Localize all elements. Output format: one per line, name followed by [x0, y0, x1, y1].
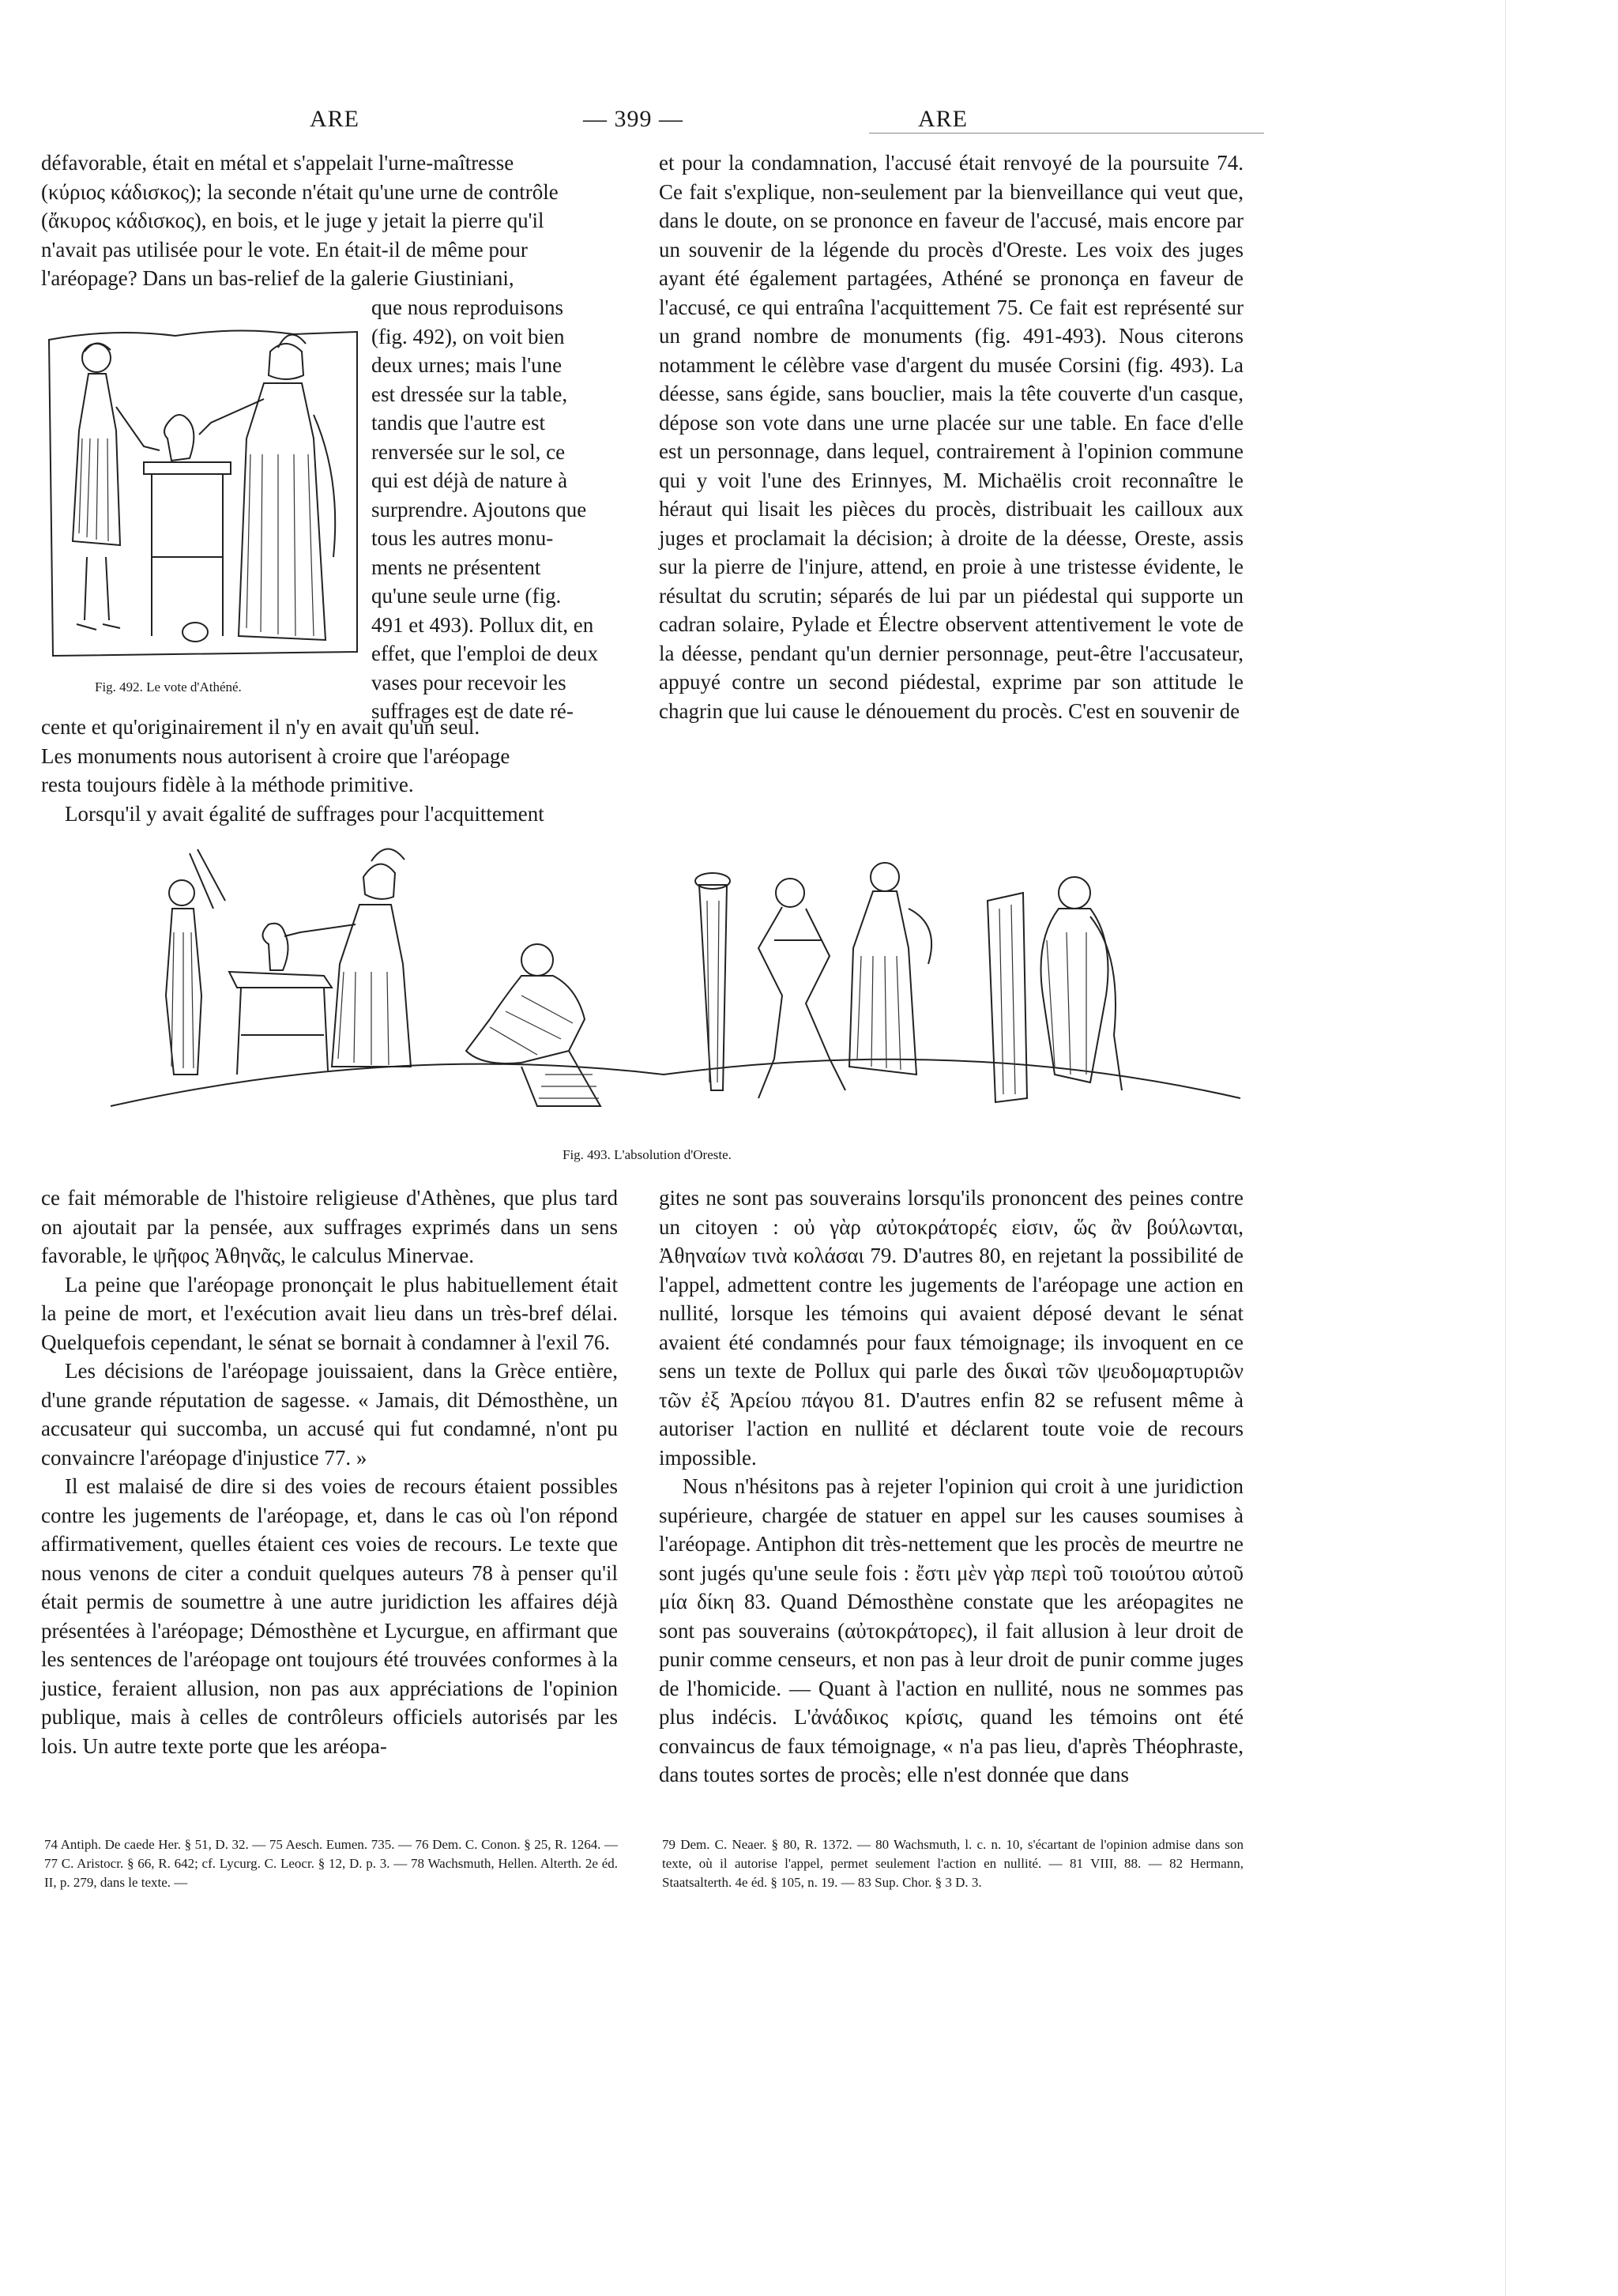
- narrow-line: deux urnes; mais l'une: [371, 353, 563, 377]
- footnotes-left-text: 74 Antiph. De caede Her. § 51, D. 32. — 75 Aesch. Eumen. 735. — 76 Dem. C. Conon. § 25, R. 1264. — 77 C. Aristocr. § 66, R. 642; cf. Lycurg. C. Leocr. § 12, D. p. 3. — 78 Wachsmuth, Hellen. Alterth. 2e éd. II, p. 279, dans le texte. —: [44, 1837, 618, 1890]
- right-bottom-paragraph: gites ne sont pas souverains lorsqu'ils prononcent des peines contre un citoyen : οὐ γὰρ αὐτοκράτορές εἰσιν, ὥς ἂν βούλωνται, Ἀθηναίων τινὰ κολάσαι 79. D'autres 80, en rejetant la possibilité de l'appel, admettent contre les jugements de l'aréopage une action en nullité, lorsque les témoins qui avaient déposé devant le sénat avaient été condamnés pour faux témoignage; ils invoquent en ce sens un texte de Pollux qui parle des δικαὶ τῶν ψευδομαρτυριῶν τῶν ἐξ Ἀρείου πάγου 81. D'autres enfin 82 se refusent même à autoriser l'action en nullité et déclarent toute voie de recours impossible.: [659, 1186, 1244, 1470]
- header-right-word: ARE: [918, 106, 968, 132]
- right-top-paragraph: et pour la condamnation, l'accusé était renvoyé de la poursuite 74. Ce fait s'explique, non-seulement par la bienveillance qui veut que, dans le doute, on se prononce en faveur de l'accusé, mais encore par un souvenir de la légende du procès d'Oreste. Les voix des juges ayant été également partagées, Athéné se prononça en faveur de l'accusé, ce qui entraîna l'acquittement 75. Ce fait est représenté sur un grand nombre de monuments (fig. 491-493). Nous citerons notamment le célèbre vase d'argent du musée Corsini (fig. 493). La déesse, sans égide, sans bouclier, mais la tête couverte d'un casque, dépose son vote dans une urne placée sur une table. En face d'elle est un personnage, dans lequel, contrairement à l'opinion commune qui y voit l'une des Erinnyes, M. Michaëlis croit reconnaître le héraut qui lisait les pièces du procès, distribuait les cailloux aux juges et proclamait la décision; à droite de la déesse, Oreste, assis sur la pierre de l'injure, attend, en proie à une tristesse évidente, le résultat du scrutin; séparés de lui par un piédestal qui supporte un cadran solaire, Pylade et Électre observent attentivement le vote de la déesse, pendant qu'un dernier personnage, peut-être l'accusateur, appuyé contre un second piédestal, exprime par son attitude le chagrin que lui cause le dénouement du procès. C'est en souvenir de: [659, 151, 1244, 723]
- left-top-line: défavorable, était en métal et s'appelait l'urne-maîtresse: [41, 151, 514, 175]
- right-bottom-paragraph: Nous n'hésitons pas à rejeter l'opinion qui croit à une juridiction supérieure, chargée de statuer en appel sur les causes soumises à l'aréopage. Antiphon dit très-nettement que les procès de meurtre ne sont jugés qu'une seule fois : ἔστι μὲν γὰρ περὶ τοῦ τοιούτου αὐτοῦ μία δίκη 83. Quand Démosthène constate que les aréopagites ne sont pas souverains (αὐτοκράτορες), il fait allusion à leur droit de punir comme censeurs, et non pas à leur droit de punir comme juges de l'homicide. — Quant à l'action en nullité, nous ne sommes pas plus indécis. L'ἀνάδικος κρίσις, quand les témoins ont été convaincus de faux témoignage, « n'a pas lieu, d'après Théophraste, dans toutes sortes de procès; elle n'est donnée que dans: [659, 1474, 1244, 1786]
- fig493-silver-vase-frieze: [95, 837, 1248, 1138]
- narrow-line: suffrages est de date ré-: [371, 699, 574, 723]
- left-column-narrow: [371, 293, 618, 726]
- scan-edge-line: [1505, 0, 1506, 2296]
- right-column-top: [659, 149, 1244, 725]
- narrow-line: qu'une seule urne (fig.: [371, 584, 562, 608]
- left-bottom-paragraph: Il est malaisé de dire si des voies de recours étaient possibles contre les jugements de l'aréopage, et, dans le cas où l'on répond affirmativement, quelles étaient ces voies de recours. Le texte que nous venons de citer a conduit quelques auteurs 78 à penser qu'il était permis de soumettre à une autre juridiction les affaires déjà présentées à l'aréopage; Démosthène et Lycurgue, en affirmant que les sentences de l'aréopage ont toujours été trouvées conformes à la justice, feraient allusion, non pas aux appréciations de l'opinion publique, mais à celles de contrôleurs officiels autorisés par les lois. Un autre texte porte que les aréopa-: [41, 1474, 618, 1758]
- left-column-top: [41, 149, 618, 293]
- footnotes-right-text: 79 Dem. C. Neaer. § 80, R. 1372. — 80 Wachsmuth, l. c. n. 10, s'écartant de l'opinion admise dans son texte, où il autorise l'appel, permet seulement l'action en nullité. — 81 VIII, 88. — 82 Hermann, Staatsalterth. 4e éd. § 105, n. 19. — 83 Sup. Chor. § 3 D. 3.: [662, 1837, 1244, 1890]
- narrow-line: 491 et 493). Pollux dit, en: [371, 612, 594, 637]
- narrow-line: tous les autres monu-: [371, 526, 554, 550]
- after-line: cente et qu'originairement il n'y en avait qu'un seul.: [41, 715, 480, 739]
- after-line: Lorsqu'il y avait égalité de suffrages pour l'acquittement: [65, 801, 544, 826]
- narrow-line: tandis que l'autre est: [371, 411, 546, 435]
- narrow-line: qui est déjà de nature à: [371, 469, 568, 492]
- narrow-line: est dressée sur la table,: [371, 382, 568, 406]
- fig492-bas-relief: [41, 320, 365, 668]
- left-top-line: l'aréopage? Dans un bas-relief de la galerie Giustiniani,: [41, 266, 514, 290]
- narrow-line: (fig. 492), on voit bien: [371, 324, 565, 348]
- narrow-line: effet, que l'emploi de deux: [371, 642, 599, 665]
- left-top-line: (ἄκυρος κάδισκος), en bois, et le juge y jetait la pierre qu'il: [41, 209, 544, 232]
- left-bottom-paragraph: La peine que l'aréopage prononçait le plus habituellement était la peine de mort, et l'exécution avait lieu dans un très-bref délai. Quelquefois cependant, le sénat se bornait à condamner à l'exil 76.: [41, 1272, 618, 1354]
- page-number: — 399 —: [583, 106, 683, 132]
- narrow-line: vases pour recevoir les: [371, 670, 566, 694]
- left-column-bottom: [41, 1184, 618, 1760]
- fig493-caption: Fig. 493. L'absolution d'Oreste.: [563, 1147, 732, 1162]
- after-line: Les monuments nous autorisent à croire que l'aréopage: [41, 743, 510, 768]
- right-column-bottom: [659, 1184, 1244, 1790]
- narrow-line: surprendre. Ajoutons que: [371, 497, 587, 521]
- header-rule: [869, 133, 1264, 134]
- after-line: resta toujours fidèle à la méthode primitive.: [41, 773, 414, 796]
- fig492-caption: Fig. 492. Le vote d'Athéné.: [95, 679, 242, 694]
- footnotes-left: [44, 1835, 618, 1892]
- left-bottom-paragraph: ce fait mémorable de l'histoire religieuse d'Athènes, que plus tard on ajoutait par la pensée, aux suffrages exprimés dans un sens favorable, le ψῆφος Ἀθηνᾶς, le calculus Minervae.: [41, 1186, 618, 1267]
- left-bottom-paragraph: Les décisions de l'aréopage jouissaient, dans la Grèce entière, d'une grande réputation de sagesse. « Jamais, dit Démosthène, un accusateur qui succomba, un accusé qui fut condamné, n'ont pu convaincre l'aréopage d'injustice 77. »: [41, 1359, 618, 1470]
- header-left-word: ARE: [310, 106, 359, 132]
- narrow-line: que nous reproduisons: [371, 295, 563, 319]
- narrow-line: ments ne présentent: [371, 555, 541, 579]
- left-column-after-figure: [41, 713, 618, 828]
- left-top-line: n'avait pas utilisée pour le vote. En était-il de même pour: [41, 237, 528, 262]
- left-top-line: (κύριος κάδισκος); la seconde n'était qu'une urne de contrôle: [41, 179, 559, 204]
- footnotes-right: [662, 1835, 1244, 1892]
- narrow-line: renversée sur le sol, ce: [371, 439, 566, 464]
